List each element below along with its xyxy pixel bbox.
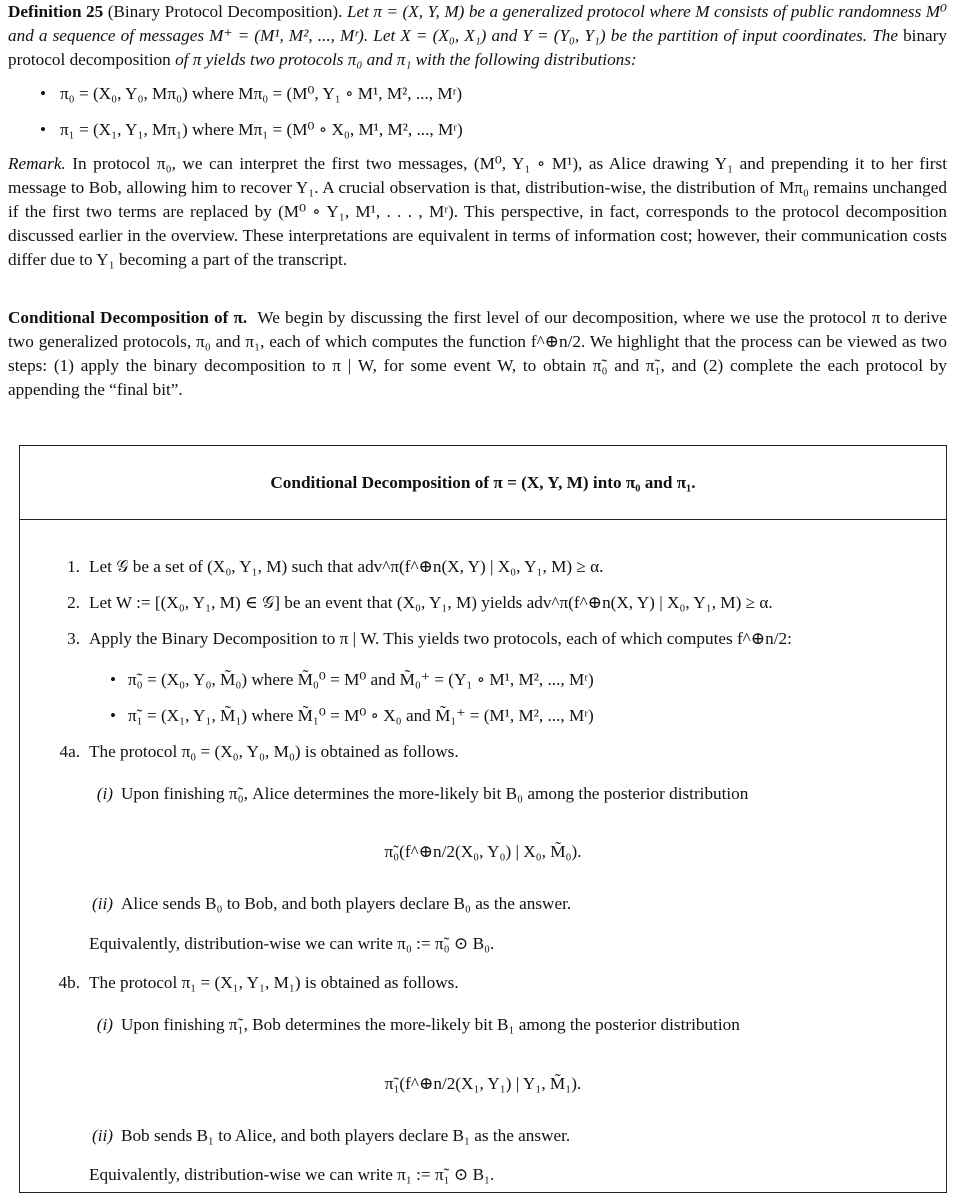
definition-list (8, 76, 947, 148)
algorithm-title: Conditional Decomposition of π = (X, Y, M) into π₀ and π₁. (20, 446, 946, 520)
conditional-text: We begin by discussing the first level of our decomposition, where we use the protocol π to derive two generalized protocols, π₀ and π₁, each of which computes the function f^⊕n/2. We highlight that the process can be viewed as two steps: (1) apply the binary decomposition to π | W, for some event W, to obtain π̃₀ and π̃₁, and (2) complete the each protocol by appending the “final bit”. (8, 308, 947, 399)
list-item: • π₁ = (X₁, Y₁, Mπ₁) where Mπ₁ = (M⁰ ∘ X₀, M¹, M², ..., Mʳ) (8, 112, 947, 148)
algorithm-box: Conditional Decomposition of π = (X, Y, M) into π₀ and π₁. 1. Let 𝒢 be a set of (X₀, Y₁, M) such that adv^π(f^⊕n(X, Y) | X₀, Y₁, M) ≥ α. 2. Let W := [(X₀, Y₁, M) ∈ 𝒢] be an event that (X₀, Y₁, M) yields adv^π(f^⊕n(X, Y) | X₀, Y₁, M) ≥ α. 3. Apply the Binary Decomposition to π | W. This yields two protocols, each of which computes f^⊕n/2: • π̃₀ = (X₀, Y₀, M̃₀) where M̃₀⁰ = M⁰ and M̃₀⁺ = (Y₁ ∘ M¹, M², ..., Mʳ) • π̃₁ = (X₁, Y₁, M̃₁) where M̃₁⁰ = M⁰ ∘ X₀ and M̃₁⁺ = (M¹, M², ..., Mʳ) 4a. The protocol π₀ = (X₀, Y₀, M₀) is obtained as follows. (i) Upon finishing π̃₀, Alice determines the more-likely bit B₀ among the posterior distribution π̃₀(f^⊕n/2(X₀, Y₀) | X₀, M̃₀). (ii) Alice sends B₀ to Bob, and both players declare B₀ as the answer. Equivalently, distribution-wise we can write π₀ := π̃₀ ⊙ B₀. 4b. The protocol π₁ = (X₁, Y₁, M₁) is obtained as follows. (i) Upon finishing π̃₁, Bob determines the more-likely bit B₁ among the posterior distribution π̃₁(f^⊕n/2(X₁, Y₁) | Y₁, M̃₁). (ii) Bob sends B₁ to Alice, and both players declare B₁ as the answer. Equivalently, distribution-wise we can write π₁ := π̃₁ ⊙ B₁. (19, 445, 947, 1193)
remark-label: Remark. (8, 154, 66, 173)
bullet-icon: • (40, 84, 47, 103)
bullet-icon: • (110, 670, 117, 689)
remark-text: In protocol π₀, we can interpret the first two messages, (M⁰, Y₁ ∘ M¹), as Alice drawing Y₁ and prepending it to her first message to Bob, allowing him to recover Y₁. A crucial observation is that, distribution-wise, the distribution of Mπ₀ remains unchanged if the first two terms are replaced by (M⁰ ∘ Y₁, M¹, . . . , Mʳ). This perspective, in fact, corresponds to the protocol decomposition discussed earlier in the overview. These interpretations are equivalent in terms of information cost; however, their communication costs differ due to Y₁ becoming a part of the transcript. (8, 154, 947, 269)
definition-body-1: Let π = (X, Y, M) be a generalized protocol where M consists of public randomness M⁰ and a sequence of messages M⁺ = (M¹, M², ..., Mʳ). Let X = (X₀, X₁) and Y = (Y₀, Y₁) be the partition of input coordinates. The (8, 2, 947, 45)
conditional-heading: Conditional Decomposition of π. (8, 308, 248, 327)
definition-block (8, 0, 947, 72)
remark-paragraph (8, 152, 947, 272)
definition-label: Definition 25 (8, 2, 104, 21)
definition-term: binary protocol decomposition (8, 26, 947, 69)
paper-page (8, 0, 947, 402)
definition-body-2: of π yields two protocols π₀ and π₁ with the following distributions: (175, 50, 637, 69)
conditional-paragraph (8, 306, 947, 402)
definition-title: (Binary Protocol Decomposition). (107, 2, 343, 21)
formula-4b: π̃₁(f^⊕n/2(X₁, Y₁) | Y₁, M̃₁). (384, 1074, 582, 1093)
bullet-icon: • (40, 120, 47, 139)
bullet-icon: • (110, 706, 117, 725)
formula-4a: π̃₀(f^⊕n/2(X₀, Y₀) | X₀, M̃₀). (384, 842, 582, 861)
list-item: • π₀ = (X₀, Y₀, Mπ₀) where Mπ₀ = (M⁰, Y₁ ∘ M¹, M², ..., Mʳ) (8, 76, 947, 112)
